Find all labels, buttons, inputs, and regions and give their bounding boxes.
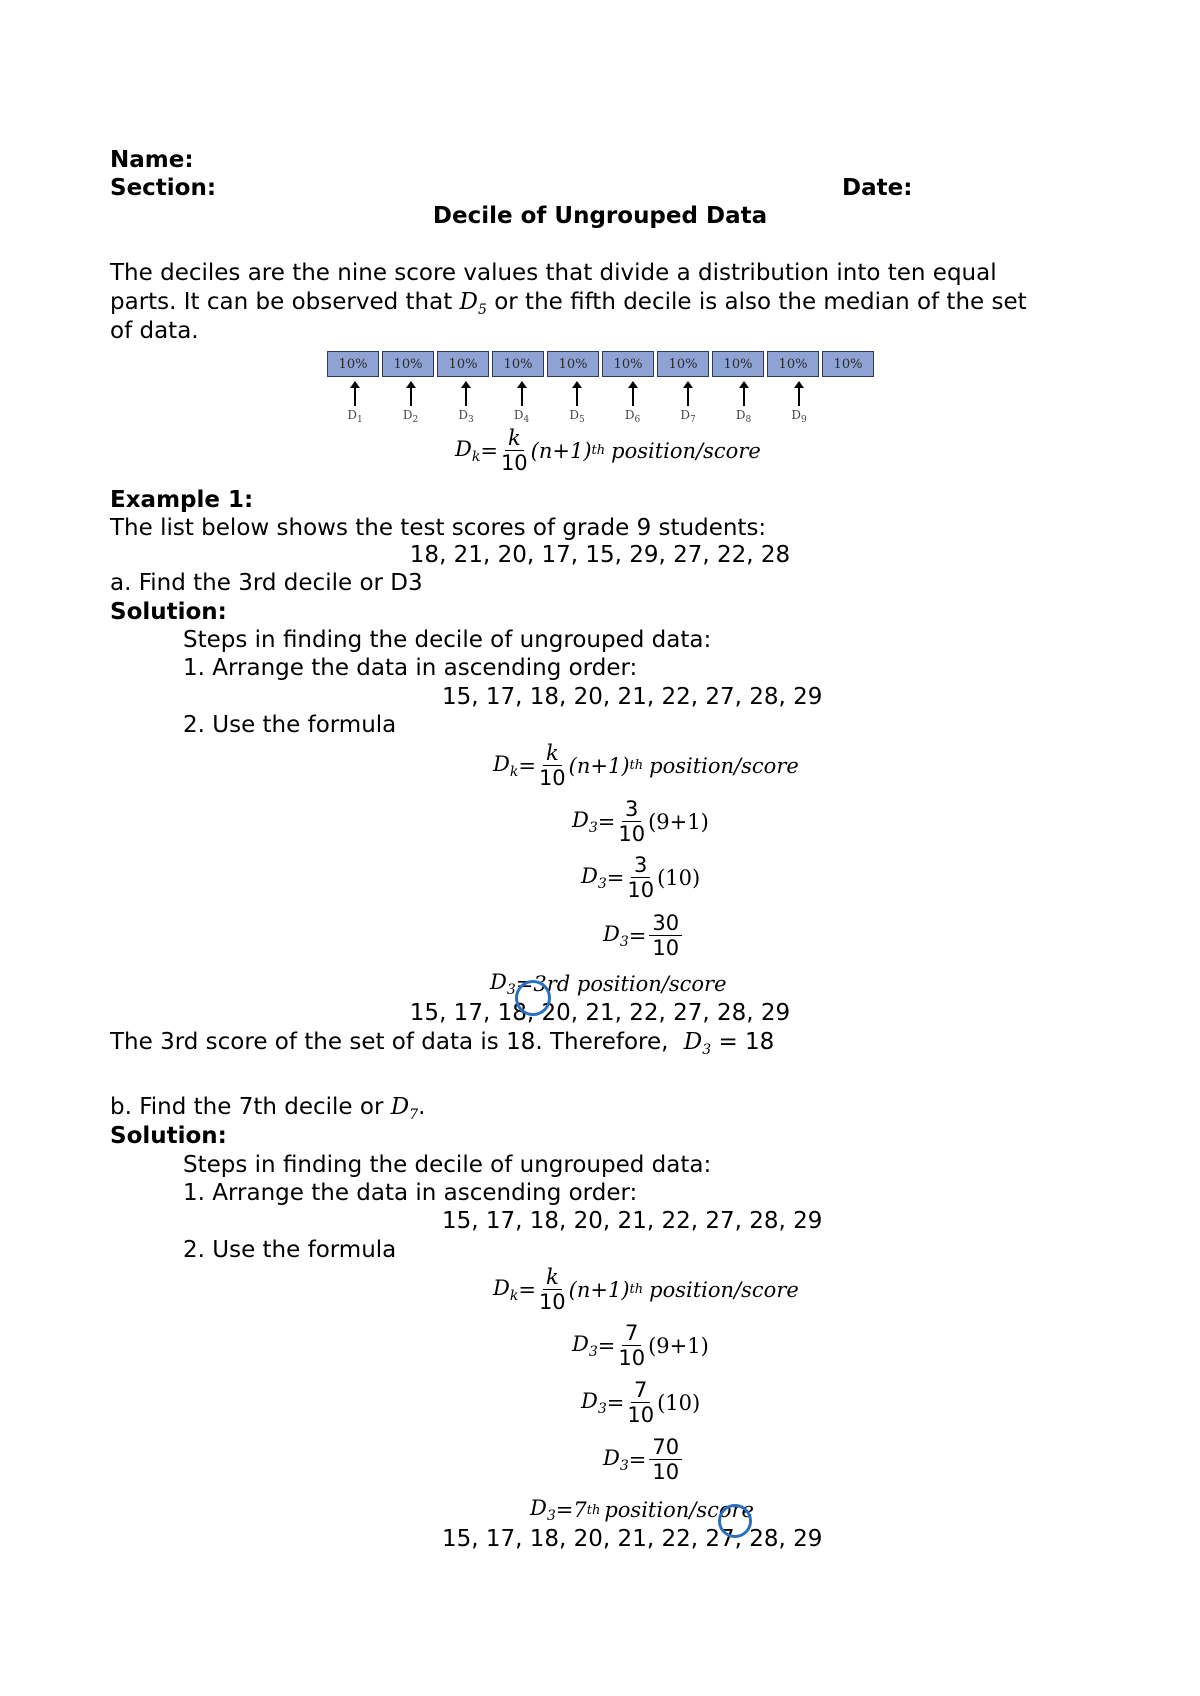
decile-arrow-label: $D_5$ [569,408,585,425]
arrow-up-icon [572,381,582,388]
arrow-up-icon [794,381,804,388]
arrow-up-icon [739,381,749,388]
arrow-up-icon [350,381,360,388]
part-b-solution-label: Solution: [110,1123,227,1149]
decile-arrow-label: $D_3$ [458,408,474,425]
section-label: Section: [110,175,217,201]
decile-cell: 10% [657,351,709,377]
arrow-up-icon [628,381,638,388]
part-a-sorted-data: 15, 17, 18, 20, 21, 22, 27, 28, 29 [442,684,823,710]
part-a-conclusion: The 3rd score of the set of data is 18. Therefore, $D_3 = 18$ [110,1029,775,1058]
decile-cell: 10% [822,351,874,377]
page-title: Decile of Ungrouped Data [432,203,768,229]
decile-cell: 10% [327,351,379,377]
decile-arrow-9 [779,381,819,425]
decile-cell: 10% [382,351,434,377]
decile-arrow-label: $D_8$ [735,408,752,425]
decile-arrow-label: $D_7$ [680,408,696,425]
example-description: The list below shows the test scores of grade 9 students: [110,515,767,541]
decile-arrow-label: $D_2$ [402,408,419,425]
decile-formula: $D_k$ = $\frac{k}{10}$ (n+1) th position/score [455,426,761,475]
intro-line-1: The deciles are the nine score values that divide a distribution into ten equal [110,260,997,286]
arrow-up-icon [517,381,527,388]
part-a-steps-intro: Steps in finding the decile of ungrouped data: [183,627,712,653]
part-b-eq-substitute: $D_3$ = $\frac{7}{10}$ (9+1) [572,1321,709,1370]
decile-arrow-8 [724,381,764,425]
part-a-formula: $D_k$ = $\frac{k}{10}$ (n+1) th position/score [493,741,799,790]
part-a-eq-result: $D_3$ =3rd position/score [490,970,727,998]
intro-line-3: of data. [110,318,199,344]
decile-cell: 10% [547,351,599,377]
intro-line-2: parts. It can be observed that $D_5$ or the fifth decile is also the median of the set [110,289,1027,318]
part-a-question: a. Find the 3rd decile or D3 [110,570,423,596]
part-b-question: b. Find the 7th decile or $D_7$. [110,1094,426,1123]
part-b-step-1: 1. Arrange the data in ascending order: [183,1180,638,1206]
decile-diagram-arrows [347,381,855,425]
decile-arrow-label: $D_6$ [624,408,641,425]
arrow-up-icon [683,381,693,388]
highlight-circle-18 [515,980,551,1016]
decile-arrow-3 [446,381,486,425]
part-b-steps-intro: Steps in finding the decile of ungrouped data: [183,1152,712,1178]
decile-arrow-label: $D_9$ [791,408,807,425]
part-b-eq-simplify: $D_3$ = $\frac{7}{10}$ (10) [581,1378,701,1427]
part-b-formula: $D_k$ = $\frac{k}{10}$ (n+1) th position/score [493,1265,799,1314]
part-a-eq-fraction: $D_3$ = $\frac{30}{10}$ [603,911,685,960]
decile-arrow-1 [335,381,375,425]
example-heading: Example 1: [110,487,254,513]
decile-arrow-2 [391,381,431,425]
decile-cell: 10% [767,351,819,377]
decile-arrow-4 [502,381,542,425]
decile-arrow-6 [613,381,653,425]
decile-cell: 10% [712,351,764,377]
decile-cell: 10% [437,351,489,377]
name-label: Name: [110,147,194,173]
part-a-step-2: 2. Use the formula [183,712,397,738]
part-a-step-1: 1. Arrange the data in ascending order: [183,655,638,681]
part-b-step-2: 2. Use the formula [183,1237,397,1263]
decile-diagram-bar [327,351,877,377]
date-label: Date: [842,175,913,201]
example-data: 18, 21, 20, 17, 15, 29, 27, 22, 28 [409,542,791,568]
part-b-marked-data: 15, 17, 18, 20, 21, 22, 27, 28, 29 [442,1526,823,1552]
part-b-eq-result: $D_3$ =7 th position/score [530,1496,754,1524]
decile-cell: 10% [602,351,654,377]
decile-arrow-5 [557,381,597,425]
part-a-solution-label: Solution: [110,599,227,625]
arrow-up-icon [461,381,471,388]
part-b-sorted-data: 15, 17, 18, 20, 21, 22, 27, 28, 29 [442,1208,823,1234]
part-a-marked-data: 15, 17, 18, 20, 21, 22, 27, 28, 29 [409,1000,791,1026]
decile-cell: 10% [492,351,544,377]
decile-arrow-label: $D_1$ [347,408,363,425]
decile-arrow-label: $D_4$ [513,408,530,425]
arrow-up-icon [406,381,416,388]
part-b-eq-fraction: $D_3$ = $\frac{70}{10}$ [603,1435,685,1484]
highlight-circle-27 [718,1504,752,1538]
part-a-eq-simplify: $D_3$ = $\frac{3}{10}$ (10) [581,853,701,902]
part-a-eq-substitute: $D_3$ = $\frac{3}{10}$ (9+1) [572,797,709,846]
decile-arrow-7 [668,381,708,425]
